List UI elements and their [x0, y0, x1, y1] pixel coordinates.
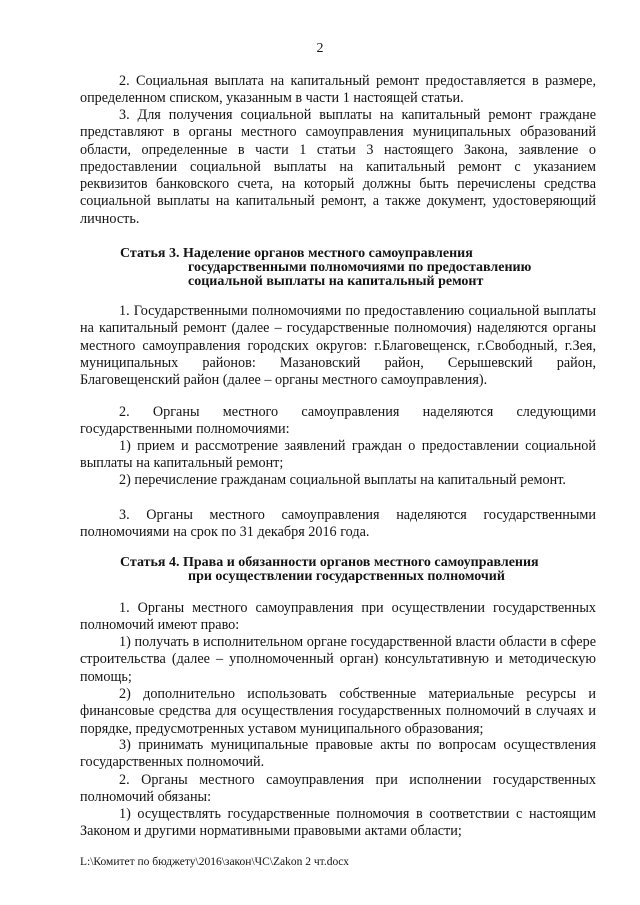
- list-item: 1) получать в исполнительном органе государственной власти области в сфере строительства (далее – уполномоченный орган) консультативную и методическую помощь;: [80, 634, 596, 685]
- heading-line: Статья 4. Права и обязанности органов местного самоуправления: [120, 555, 539, 570]
- heading-line: при осуществлении государственных полномочий: [188, 569, 505, 584]
- paragraph: 3. Для получения социальной выплаты на капитальный ремонт граждане представляют в органы местного самоуправления муниципальных образований области, определенные в части 1 статьи 3 настоящего Закона, заявление о предоставлении социальной выплаты на капитальный ремонт с указанием реквизитов банковского счета, на который должны быть перечислены средства социальной выплаты на капитальный ремонт, а также документ, удостоверяющий личность.: [80, 107, 596, 227]
- list-item: 1) прием и рассмотрение заявлений граждан о предоставлении социальной выплаты на капитальный ремонт;: [80, 438, 596, 472]
- heading-line: социальной выплаты на капитальный ремонт: [188, 274, 484, 289]
- list-item: 2) дополнительно использовать собственные материальные ресурсы и финансовые средства для осуществления государственных полномочий в случаях и порядке, предусмотренных уставом муниципального образования;: [80, 686, 596, 737]
- footer-file-path: L:\Комитет по бюджету\2016\закон\ЧС\Zakon 2 чт.docx: [80, 856, 350, 868]
- paragraph: 2. Органы местного самоуправления наделяются следующими государственными полномочиями:: [80, 404, 596, 438]
- list-item: 3) принимать муниципальные правовые акты по вопросам осуществления государственных полномочий.: [80, 737, 596, 771]
- paragraph: 2. Органы местного самоуправления при исполнении государственных полномочий обязаны:: [80, 772, 596, 806]
- heading-line: государственными полномочиями по предоставлению: [188, 260, 532, 275]
- paragraph: 2. Социальная выплата на капитальный ремонт предоставляется в размере, определенном списком, указанным в части 1 настоящей статьи.: [80, 73, 596, 107]
- article-4-heading: [80, 556, 596, 584]
- paragraph: 1. Государственными полномочиями по предоставлению социальной выплаты на капитальный ремонт (далее – государственные полномочия) наделяются органы местного самоуправления городских округов: г.Благовещенск, г.Свободный, г.Зея, муниципальных районов: Мазановский район, Серышевский район, Благовещенский район (далее – органы местного самоуправления).: [80, 303, 596, 389]
- article-3-heading: [80, 247, 596, 289]
- heading-line: Статья 3. Наделение органов местного самоуправления: [120, 246, 473, 261]
- list-item: 2) перечисление гражданам социальной выплаты на капитальный ремонт.: [119, 472, 566, 488]
- page-number: 2: [316, 41, 324, 56]
- paragraph: 1. Органы местного самоуправления при осуществлении государственных полномочий имеют право:: [80, 600, 596, 634]
- list-item: 1) осуществлять государственные полномочия в соответствии с настоящим Законом и другими нормативными правовыми актами области;: [80, 806, 596, 840]
- paragraph: 3. Органы местного самоуправления наделяются государственными полномочиями на срок по 31 декабря 2016 года.: [80, 507, 596, 541]
